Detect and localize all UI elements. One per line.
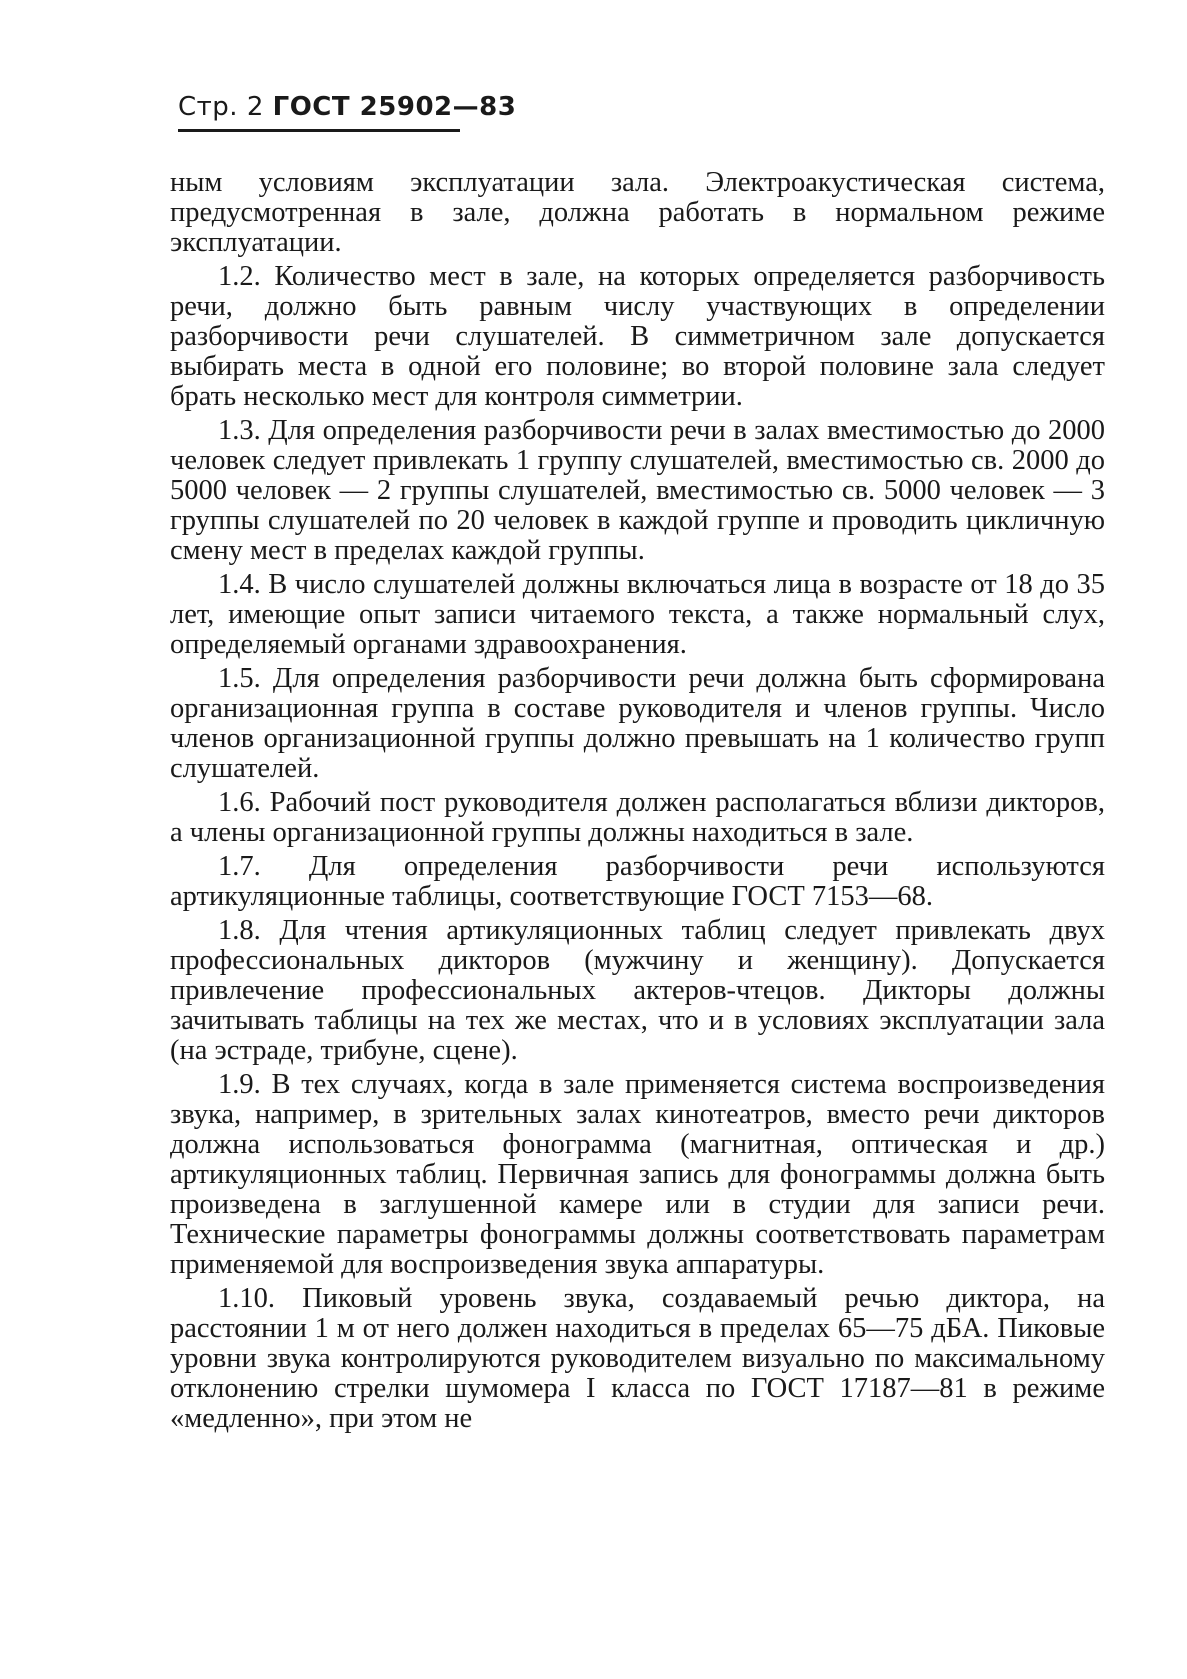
paragraph-1-8: 1.8. Для чтения артикуляционных таблиц следует привлекать двух профессиональных дикторов (мужчину и женщину). Допускается привлечение профессиональных актеров-чтецов. Дикторы должны зачитывать таблицы на тех же местах, что и в условиях эксплуатации зала (на эстраде, трибуне, сцене).: [170, 915, 1105, 1066]
paragraph-1-7: 1.7. Для определения разборчивости речи используются артикуляционные таблицы, соответствующие ГОСТ 7153—68.: [170, 851, 1105, 912]
standard-designation: ГОСТ 25902—83: [272, 92, 517, 122]
page-number: Стр. 2: [178, 92, 264, 122]
header-rule: [178, 129, 460, 132]
paragraph-1-5: 1.5. Для определения разборчивости речи должна быть сформирована организационная группа в составе руководителя и членов группы. Число членов организационной группы должно превышать на 1 количество групп слушателей.: [170, 663, 1105, 784]
document-body: [170, 168, 1105, 1438]
paragraph-1-2: 1.2. Количество мест в зале, на которых определяется разборчивость речи, должно быть равным числу участвующих в определении разборчивости речи слушателей. В симметричном зале допускается выбирать места в одной его половине; во второй половине зала следует брать несколько мест для контроля симметрии.: [170, 261, 1105, 412]
paragraph-1-10: 1.10. Пиковый уровень звука, создаваемый речью диктора, на расстоянии 1 м от него должен находиться в пределах 65—75 дБА. Пиковые уровни звука контролируются руководителем визуально по максимальному отклонению стрелки шумомера I класса по ГОСТ 17187—81 в режиме «медленно», при этом не: [170, 1283, 1105, 1434]
paragraph-1-9: 1.9. В тех случаях, когда в зале применяется система воспроизведения звука, например, в зрительных залах кинотеатров, вместо речи дикторов должна использоваться фонограмма (магнитная, оптическая и др.) артикуляционных таблиц. Первичная запись для фонограммы должна быть произведена в заглушенной камере или в студии для записи речи. Технические параметры фонограммы должны соответствовать параметрам применяемой для воспроизведения звука аппаратуры.: [170, 1069, 1105, 1280]
paragraph-continuation: ным условиям эксплуатации зала. Электроакустическая система, предусмотренная в зале, должна работать в нормальном режиме эксплуатации.: [170, 167, 1105, 258]
paragraph-1-3: 1.3. Для определения разборчивости речи в залах вместимостью до 2000 человек следует привлекать 1 группу слушателей, вместимостью св. 2000 до 5000 человек — 2 группы слушателей, вместимостью св. 5000 человек — 3 группы слушателей по 20 человек в каждой группе и проводить цикличную смену мест в пределах каждой группы.: [170, 415, 1105, 566]
paragraph-1-6: 1.6. Рабочий пост руководителя должен располагаться вблизи дикторов, а члены организационной группы должны находиться в зале.: [170, 787, 1105, 848]
page-header: [178, 92, 516, 122]
paragraph-1-4: 1.4. В число слушателей должны включаться лица в возрасте от 18 до 35 лет, имеющие опыт записи читаемого текста, а также нормальный слух, определяемый органами здравоохранения.: [170, 569, 1105, 660]
